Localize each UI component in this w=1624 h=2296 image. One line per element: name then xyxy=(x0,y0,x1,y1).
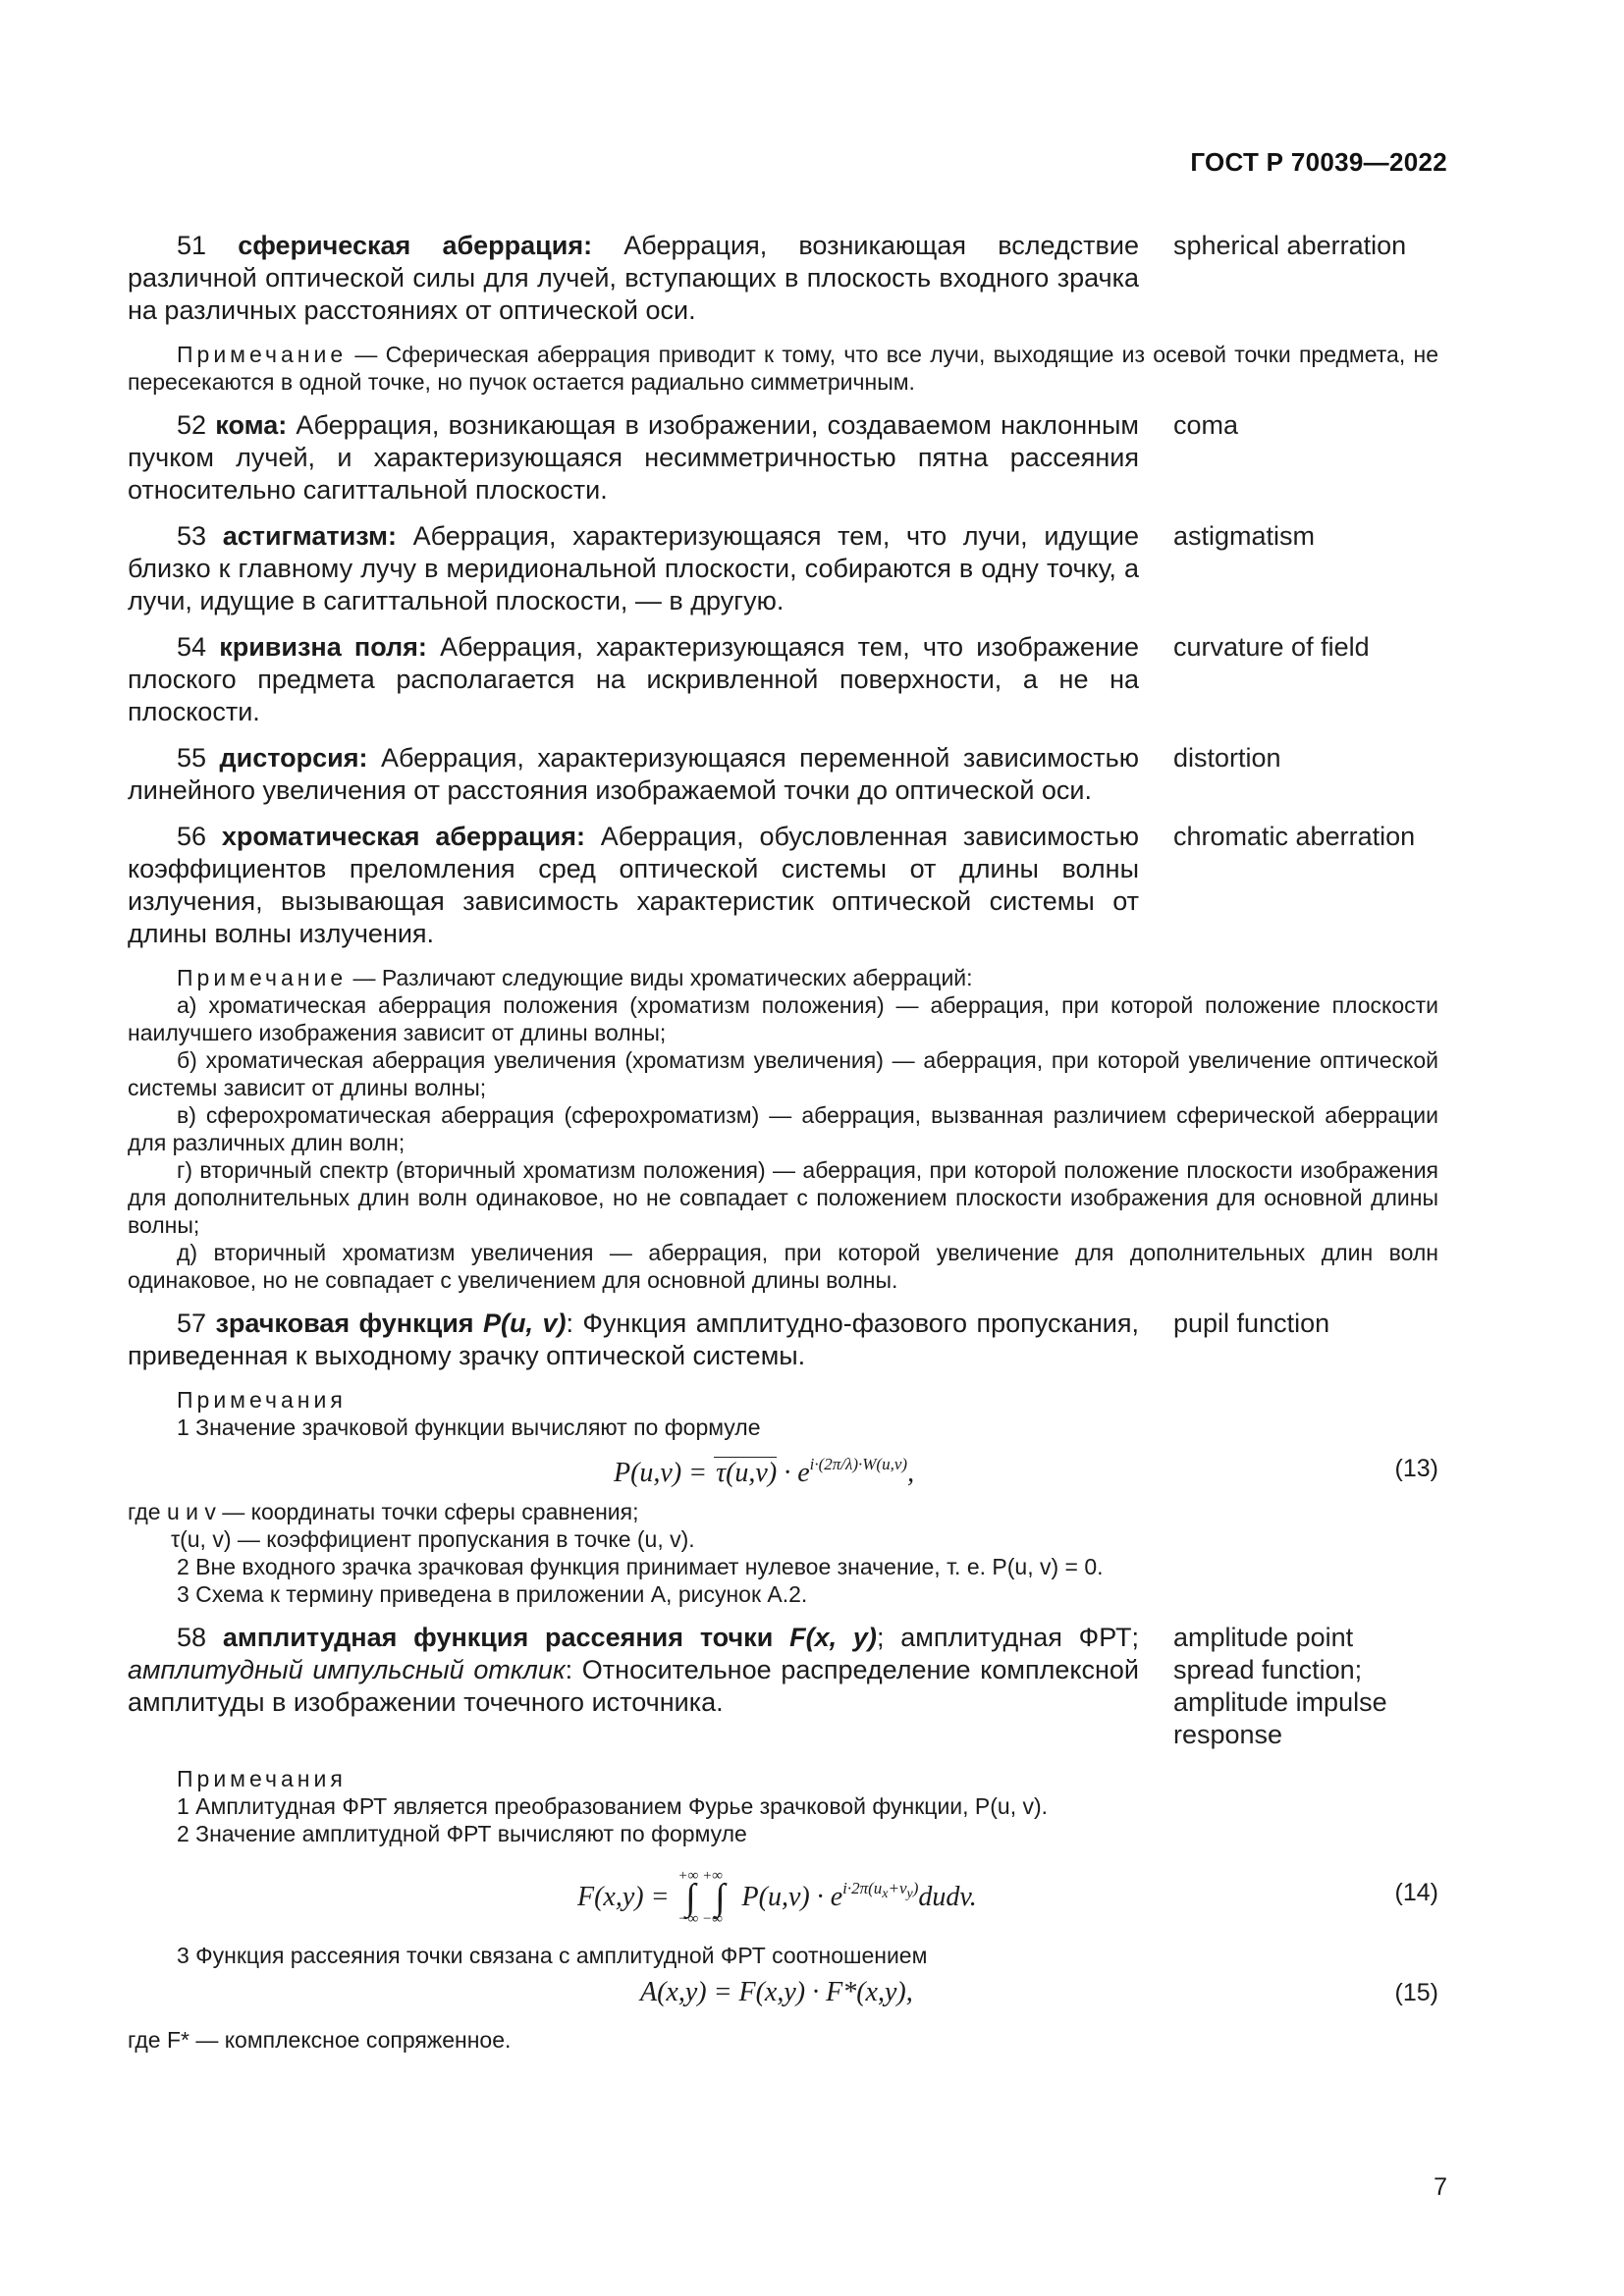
note-item: г) вторичный спектр (вторичный хроматизм положения) — аберрация, при которой положение плоскости изображения для дополнительных длин волн одинаковое, но не совпадает с положением плоскости изображения для основной длины волны; xyxy=(128,1157,1438,1238)
term-english: curvature of field xyxy=(1173,632,1370,662)
term-definition: Аберрация, обусловленная зависимостью коэффициентов преломления сред оптической системы от длины волны излучения, вызывающая зависимость характеристик оптической системы от длины волны излучения. xyxy=(128,822,1139,948)
term-english: spherical aberration xyxy=(1173,231,1407,260)
term-definition: : Относительное распределение комплексной амплитуды в изображении точечного источника. xyxy=(128,1655,1139,1717)
formula-13: $P(u,v) = \tau(u,v) \cdot e^{i\cdot(2\pi/\lambda)\cdot W(u,v)}$, (13) xyxy=(128,1447,1438,1492)
term-title: зрачковая функция xyxy=(215,1308,474,1338)
term-title: дисторсия: xyxy=(219,743,368,773)
note-item: в) сферохроматическая аберрация (сферохроматизм) — аберрация, вызванная различием сферической аберрации для различных длин волн; xyxy=(128,1102,1438,1155)
term-synonym: амплитудный импульсный отклик xyxy=(128,1655,566,1684)
term-entry-54: 54 кривизна поля: Аберрация, характеризующаяся тем, что изображение плоского предмета располагается на искривленной поверхности, а не на плоскости. curvature of field xyxy=(128,631,1438,728)
term-title: хроматическая аберрация: xyxy=(221,822,585,851)
page-number: 7 xyxy=(1434,2173,1447,2201)
note-label: Примечание xyxy=(177,342,348,367)
formula-15: A(x,y) = F(x,y) · F*(x,y), (15) xyxy=(640,1977,1438,2007)
note-58: Примечания 1 Амплитудная ФРТ является преобразованием Фурье зрачковой функции, P(u, v). 2 Значение амплитудной ФРТ вычисляют по формуле F(x,y) = +∞ +∞ ∫ −∞ −∞ ∫ $P(u,v) \cdot e^{i\cdot 2\pi(u_x+v_y)}dudv$. (14) 3 Функция рассеяния точки связана с амплитудной ФРТ соотношением A(x,y) = F(x,y) · F*(x,y), (15) где F* — комплексное сопряженное. xyxy=(128,1766,1438,2053)
formula-14: F(x,y) = +∞ +∞ ∫ −∞ −∞ ∫ $P(u,v) \cdot e^{i\cdot 2\pi(u_x+v_y)}dudv$. (14) xyxy=(577,1867,1438,1927)
formula-14-expr: F(x,y) = +∞ +∞ ∫ −∞ −∞ ∫ $P(u,v) \cdot e^{i\cdot 2\pi(u_x+v_y)}dudv$. xyxy=(577,1867,977,1927)
term-definition: Аберрация, характеризующаяся переменной зависимостью линейного увеличения от расстояния изображаемой точки до оптической оси. xyxy=(128,743,1139,805)
term-title: астигматизм: xyxy=(222,521,397,551)
term-entry-55: 55 дисторсия: Аберрация, характеризующаяся переменной зависимостью линейного увеличения от расстояния изображаемой точки до оптической оси. distortion xyxy=(128,742,1438,807)
note-item: б) хроматическая аберрация увеличения (хроматизм увеличения) — аберрация, при которой увеличение оптической системы зависит от длины волны; xyxy=(128,1047,1438,1100)
term-definition: Аберрация, возникающая в изображении, создаваемом наклонным пучком лучей, и характеризующаяся несимметричностью пятна рассеяния относительно сагиттальной плоскости. xyxy=(128,410,1139,505)
note-label: Примечания xyxy=(177,1387,347,1413)
term-english: chromatic aberration xyxy=(1173,822,1416,851)
term-symbol: P(u, v) xyxy=(483,1308,567,1338)
term-entry-58: 58 амплитудная функция рассеяния точки F(x, y); амплитудная ФРТ; амплитудный импульсный отклик: Относительное распределение комплексной амплитуды в изображении точечного источника. amplitude point spread function; amplitude impulse response xyxy=(128,1622,1438,1751)
term-title: сферическая аберрация: xyxy=(238,231,593,260)
term-english: amplitude point spread function; amplitude impulse response xyxy=(1173,1623,1387,1749)
term-entry-56: 56 хроматическая аберрация: Аберрация, обусловленная зависимостью коэффициентов преломления сред оптической системы от длины волны излучения, вызывающая зависимость характеристик оптической системы от длины волны излучения. chromatic aberration xyxy=(128,821,1438,950)
term-english: distortion xyxy=(1173,743,1281,773)
term-definition: Аберрация, возникающая вследствие различной оптической силы для лучей, вступающих в плоскость входного зрачка на различных расстояниях от оптической оси. xyxy=(128,231,1139,325)
note-57: Примечания 1 Значение зрачковой функции вычисляют по формуле $P(u,v) = \tau(u,v) \cdot e^{i\cdot(2\pi/\lambda)\cdot W(u,v)}$, (13) где u и v — координаты точки сферы сравнения; τ(u, v) — коэффициент пропускания в точке (u, v). 2 Вне входного зрачка зрачковая функция принимает нулевое значение, т. е. P(u, v) = 0. 3 Схема к термину приведена в приложении А, рисунок А.2. xyxy=(128,1387,1438,1607)
term-symbol: F(x, y) xyxy=(789,1623,877,1652)
term-title: кома: xyxy=(215,410,288,440)
term-entry-53: 53 астигматизм: Аберрация, характеризующаяся тем, что лучи, идущие близко к главному лучу в меридиональной плоскости, собираются в одну точку, а лучи, идущие в сагиттальной плоскости, — в другую. astigmatism xyxy=(128,520,1438,617)
note-56: Примечание — Различают следующие виды хроматических аберраций: а) хроматическая аберрация положения (хроматизм положения) — аберрация, при которой положение плоскости наилучшего изображения зависит от длины волны; б) хроматическая аберрация увеличения (хроматизм увеличения) — аберрация, при которой увеличение оптической системы зависит от длины волны; в) сферохроматическая аберрация (сферохроматизм) — аберрация, вызванная различием сферической аберрации для различных длин волн; г) вторичный спектр (вторичный хроматизм положения) — аберрация, при которой положение плоскости изображения для дополнительных длин волн одинаковое, но не совпадает с положением плоскости изображения для основной длины волны; д) вторичный хроматизм увеличения — аберрация, при которой увеличение для дополнительных длин волн одинаковое, но не совпадает с увеличением для основной длины волны. xyxy=(128,965,1438,1293)
document-body xyxy=(128,230,1438,2067)
term-entry-52: 52 кома: Аберрация, возникающая в изображении, создаваемом наклонным пучком лучей, и характеризующаяся несимметричностью пятна рассеяния относительно сагиттальной плоскости. coma xyxy=(128,409,1438,507)
term-definition: : Функция амплитудно-фазового пропускания, приведенная к выходному зрачку оптической системы. xyxy=(128,1308,1139,1370)
note-item: д) вторичный хроматизм увеличения — аберрация, при которой увеличение для дополнительных длин волн одинаковое, но не совпадает с увеличением для основной длины волны. xyxy=(128,1240,1438,1293)
formula-13-expr: $P(u,v) = \tau(u,v) \cdot e^{i\cdot(2\pi/\lambda)\cdot W(u,v)}$, xyxy=(614,1455,915,1488)
term-entry-57: 57 зрачковая функция P(u, v): Функция амплитудно-фазового пропускания, приведенная к выходному зрачку оптической системы. pupil function xyxy=(128,1308,1438,1372)
term-definition: Аберрация, характеризующаяся тем, что изображение плоского предмета располагается на искривленной поверхности, а не на плоскости. xyxy=(128,632,1139,726)
note-item: а) хроматическая аберрация положения (хроматизм положения) — аберрация, при которой положение плоскости наилучшего изображения зависит от длины волны; xyxy=(128,992,1438,1045)
formula-15-expr: A(x,y) = F(x,y) · F*(x,y), xyxy=(640,1977,913,2007)
note-51: Примечание — Сферическая аберрация приводит к тому, что все лучи, выходящие из осевой точки предмета, не пересекаются в одной точке, но пучок остается радиально симметричным. xyxy=(128,342,1438,395)
note-label: Примечания xyxy=(177,1766,347,1791)
term-english: pupil function xyxy=(1173,1308,1330,1338)
term-english: coma xyxy=(1173,410,1239,440)
note-label: Примечание xyxy=(177,965,348,990)
document-header: ГОСТ Р 70039—2022 xyxy=(1190,147,1447,177)
term-english: astigmatism xyxy=(1173,521,1316,551)
term-definition: Аберрация, характеризующаяся тем, что лучи, идущие близко к главному лучу в меридиональной плоскости, собираются в одну точку, а лучи, идущие в сагиттальной плоскости, — в другую. xyxy=(128,521,1139,615)
term-title: амплитудная функция рассеяния точки xyxy=(222,1623,774,1652)
term-entry-51: 51 сферическая аберрация: Аберрация, возникающая вследствие различной оптической силы для лучей, вступающих в плоскость входного зрачка на различных расстояниях от оптической оси. spherical aberration xyxy=(128,230,1438,327)
term-title: кривизна поля: xyxy=(219,632,427,662)
